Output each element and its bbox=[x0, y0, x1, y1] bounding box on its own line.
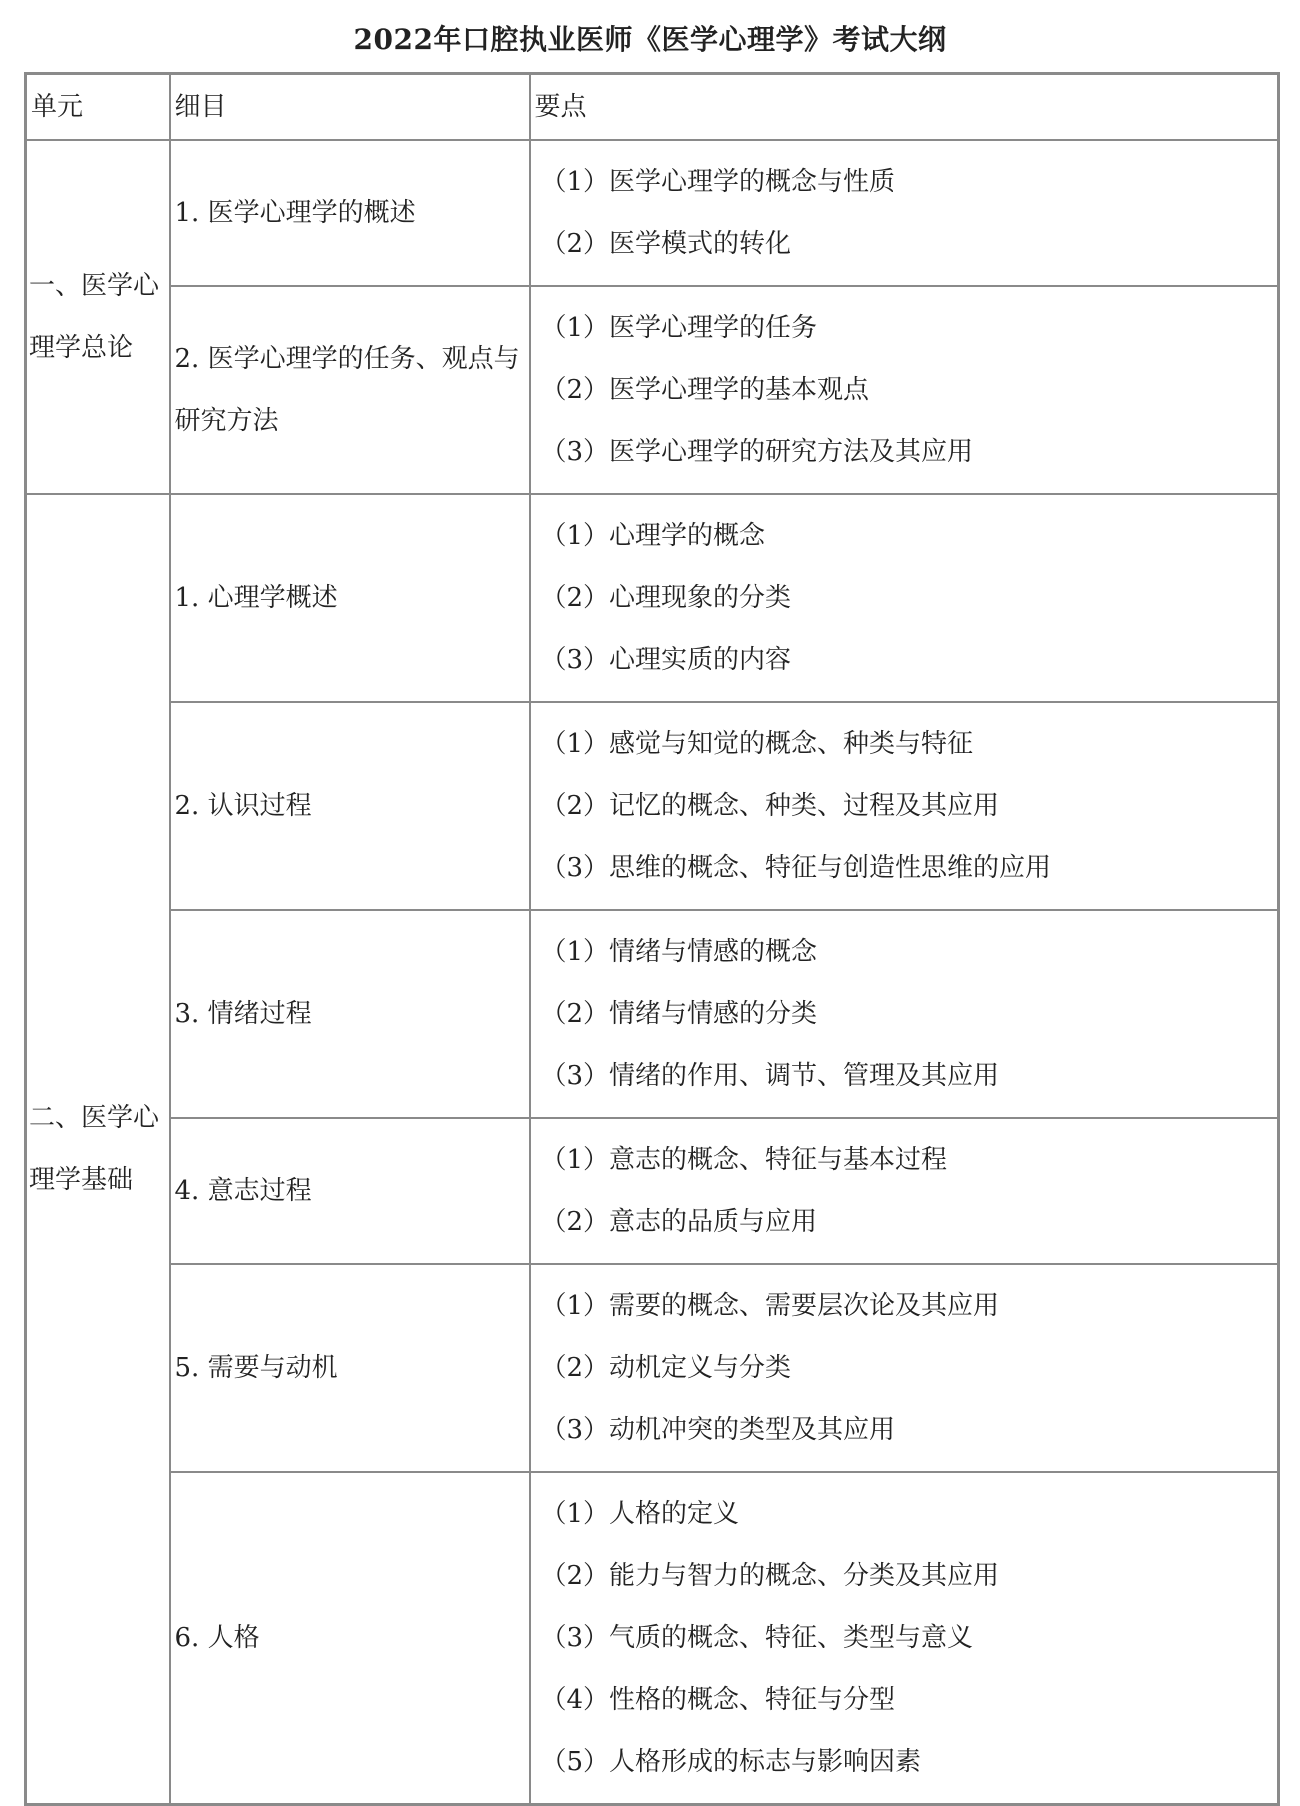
table-row bbox=[26, 910, 1279, 1118]
point-item: （3）气质的概念、特征、类型与意义 bbox=[540, 1623, 974, 1653]
page-title: 2022年口腔执业医师《医学心理学》考试大纲 bbox=[353, 23, 947, 56]
point-item: （1）心理学的概念 bbox=[540, 521, 766, 551]
points-cell bbox=[530, 1472, 1279, 1805]
point-item: （1）医学心理学的任务 bbox=[540, 313, 818, 343]
point-item: （3）医学心理学的研究方法及其应用 bbox=[540, 437, 974, 467]
points-cell bbox=[530, 702, 1279, 910]
point-item: （2）动机定义与分类 bbox=[540, 1353, 792, 1383]
item-cell: 6. 人格 bbox=[170, 1472, 530, 1805]
point-item: （2）医学模式的转化 bbox=[540, 229, 792, 259]
item-cell: 1. 医学心理学的概述 bbox=[170, 140, 530, 286]
item-cell: 2. 医学心理学的任务、观点与研究方法 bbox=[170, 286, 530, 494]
points-cell bbox=[530, 494, 1279, 702]
unit-cell: 二、医学心理学基础 bbox=[26, 494, 170, 1805]
item-cell: 1. 心理学概述 bbox=[170, 494, 530, 702]
points-cell bbox=[530, 286, 1279, 494]
item-cell: 5. 需要与动机 bbox=[170, 1264, 530, 1472]
point-item: （3）心理实质的内容 bbox=[540, 645, 792, 675]
point-item: （1）感觉与知觉的概念、种类与特征 bbox=[540, 729, 974, 759]
point-item: （2）情绪与情感的分类 bbox=[540, 999, 818, 1029]
point-item: （3）情绪的作用、调节、管理及其应用 bbox=[540, 1061, 1000, 1091]
syllabus-table bbox=[24, 72, 1280, 1806]
unit-cell: 一、医学心理学总论 bbox=[26, 140, 170, 494]
point-item: （3）动机冲突的类型及其应用 bbox=[540, 1415, 896, 1445]
table-row bbox=[26, 1118, 1279, 1264]
table-header-row bbox=[26, 74, 1279, 141]
point-item: （1）人格的定义 bbox=[540, 1499, 740, 1529]
header-unit: 单元 bbox=[26, 74, 170, 141]
points-cell bbox=[530, 910, 1279, 1118]
point-item: （2）意志的品质与应用 bbox=[540, 1207, 818, 1237]
point-item: （2）心理现象的分类 bbox=[540, 583, 792, 613]
table-row bbox=[26, 286, 1279, 494]
points-cell bbox=[530, 1264, 1279, 1472]
table-row bbox=[26, 494, 1279, 702]
point-item: （1）情绪与情感的概念 bbox=[540, 937, 818, 967]
point-item: （2）记忆的概念、种类、过程及其应用 bbox=[540, 791, 1000, 821]
item-cell: 2. 认识过程 bbox=[170, 702, 530, 910]
point-item: （2）能力与智力的概念、分类及其应用 bbox=[540, 1561, 1000, 1591]
table-row bbox=[26, 140, 1279, 286]
table-row bbox=[26, 1472, 1279, 1805]
item-cell: 4. 意志过程 bbox=[170, 1118, 530, 1264]
point-item: （1）需要的概念、需要层次论及其应用 bbox=[540, 1291, 1000, 1321]
header-points: 要点 bbox=[530, 74, 1279, 141]
points-cell bbox=[530, 140, 1279, 286]
points-cell bbox=[530, 1118, 1279, 1264]
header-item: 细目 bbox=[170, 74, 530, 141]
point-item: （1）医学心理学的概念与性质 bbox=[540, 167, 896, 197]
table-row bbox=[26, 702, 1279, 910]
item-cell: 3. 情绪过程 bbox=[170, 910, 530, 1118]
point-item: （1）意志的概念、特征与基本过程 bbox=[540, 1145, 948, 1175]
table-row bbox=[26, 1264, 1279, 1472]
point-item: （4）性格的概念、特征与分型 bbox=[540, 1685, 896, 1715]
point-item: （3）思维的概念、特征与创造性思维的应用 bbox=[540, 853, 1052, 883]
point-item: （5）人格形成的标志与影响因素 bbox=[540, 1747, 922, 1777]
point-item: （2）医学心理学的基本观点 bbox=[540, 375, 870, 405]
syllabus-table-body bbox=[26, 74, 1279, 1805]
